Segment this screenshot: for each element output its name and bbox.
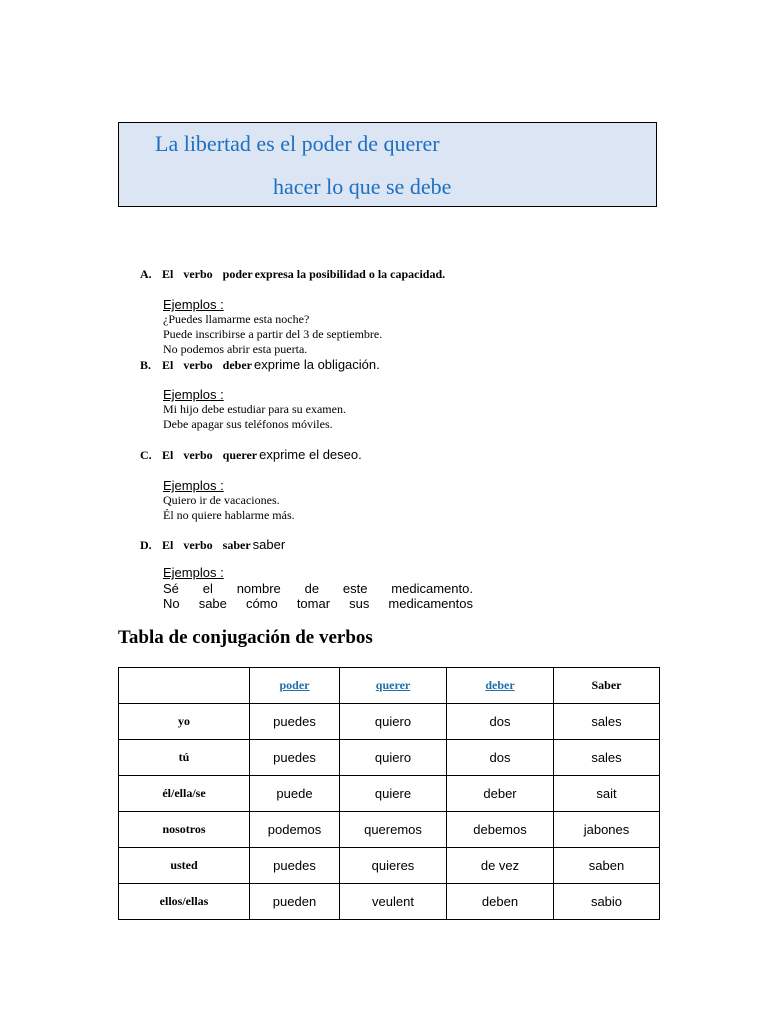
table-cell: sales [554,740,660,776]
example-line: Él no quiere hablarme más. [163,508,295,522]
section-word: El [162,267,174,281]
word: Sé [163,581,179,596]
table-title: Tabla de conjugación de verbos [118,627,373,648]
pronoun-cell: ellos/ellas [119,884,250,920]
table-row [119,812,660,848]
section-word: verbo [183,538,213,552]
word: sus [349,596,370,611]
word: No [163,596,180,611]
conjugation-table [118,667,660,920]
section-letter: D. [140,538,152,552]
quote-line-1: La libertad es el poder de querer [155,131,440,156]
table-cell: debemos [447,812,554,848]
header-cell-saber [554,668,660,704]
table-cell: puedes [250,848,340,884]
header-link[interactable]: poder [279,678,310,692]
pronoun-cell: nosotros [119,812,250,848]
table-cell: quiero [340,740,447,776]
header-link[interactable]: deber [485,678,515,692]
word: medicamentos [388,596,473,611]
word: tomar [296,596,331,611]
table-cell: quiere [340,776,447,812]
table-row [119,740,660,776]
section-verb: querer [222,448,258,462]
examples-label: Ejemplos : [163,387,224,402]
example-line-justified [163,581,473,596]
table-cell: pueden [250,884,340,920]
header-text: Saber [591,678,622,692]
word: cómo [245,596,278,611]
table-cell: puede [250,776,340,812]
quote-line-2: hacer lo que se debe [273,174,452,199]
word: de [304,581,320,596]
table-cell: saben [554,848,660,884]
section-verb: poder [222,267,253,281]
section-b-heading [140,357,380,373]
example-line: Quiero ir de vacaciones. [163,493,280,507]
table-cell: sait [554,776,660,812]
word: el [202,581,213,596]
example-line: ¿Puedes llamarme esta noche? [163,312,310,326]
table-cell: podemos [250,812,340,848]
section-verb: saber [222,538,251,552]
table-cell: queremos [340,812,447,848]
section-d-heading [140,537,285,553]
example-line: No podemos abrir esta puerta. [163,342,308,356]
pronoun-cell: tú [119,740,250,776]
section-word: El [162,538,174,552]
section-description: exprime el deseo. [259,447,362,462]
pronoun-cell: usted [119,848,250,884]
examples-label: Ejemplos : [163,297,224,312]
table-cell: dos [447,704,554,740]
header-cell-empty [119,668,250,704]
section-word: El [162,448,174,462]
section-description: saber [252,537,286,552]
table-cell: dos [447,740,554,776]
section-word: verbo [183,448,213,462]
table-cell: sales [554,704,660,740]
table-cell: veulent [340,884,447,920]
header-link[interactable]: querer [375,678,411,692]
table-cell: sabio [554,884,660,920]
table-cell: puedes [250,740,340,776]
section-word: verbo [183,267,213,281]
header-cell-deber[interactable] [447,668,554,704]
pronoun-cell: yo [119,704,250,740]
example-line: Mi hijo debe estudiar para su examen. [163,402,346,416]
table-cell: puedes [250,704,340,740]
section-letter: A. [140,267,152,281]
example-line-justified [163,596,473,611]
table-row [119,704,660,740]
table-header-row [119,668,660,704]
section-description: exprime la obligación. [254,357,380,372]
word: este [342,581,368,596]
table-cell: de vez [447,848,554,884]
table-cell: quiero [340,704,447,740]
section-word: verbo [183,358,213,372]
word: nombre [236,581,281,596]
example-line: Puede inscribirse a partir del 3 de septiembre. [163,327,383,341]
table-cell: jabones [554,812,660,848]
table-cell: deben [447,884,554,920]
table-row [119,776,660,812]
section-verb: deber [222,358,252,372]
word: medicamento. [391,581,473,596]
examples-label: Ejemplos : [163,565,224,580]
example-line: Debe apagar sus teléfonos móviles. [163,417,333,431]
section-description: expresa la posibilidad o la capacidad. [254,267,446,281]
table-cell: deber [447,776,554,812]
section-letter: C. [140,448,152,462]
section-word: El [162,358,174,372]
section-a-heading [140,267,445,282]
section-c-heading [140,447,362,463]
justified-text [163,596,473,611]
table-cell: quieres [340,848,447,884]
examples-label: Ejemplos : [163,478,224,493]
header-cell-poder[interactable] [250,668,340,704]
header-cell-querer[interactable] [340,668,447,704]
word: sabe [198,596,227,611]
pronoun-cell: él/ella/se [119,776,250,812]
justified-text [163,581,473,596]
table-row [119,884,660,920]
quote-box [118,122,657,207]
table-row [119,848,660,884]
section-letter: B. [140,358,152,372]
